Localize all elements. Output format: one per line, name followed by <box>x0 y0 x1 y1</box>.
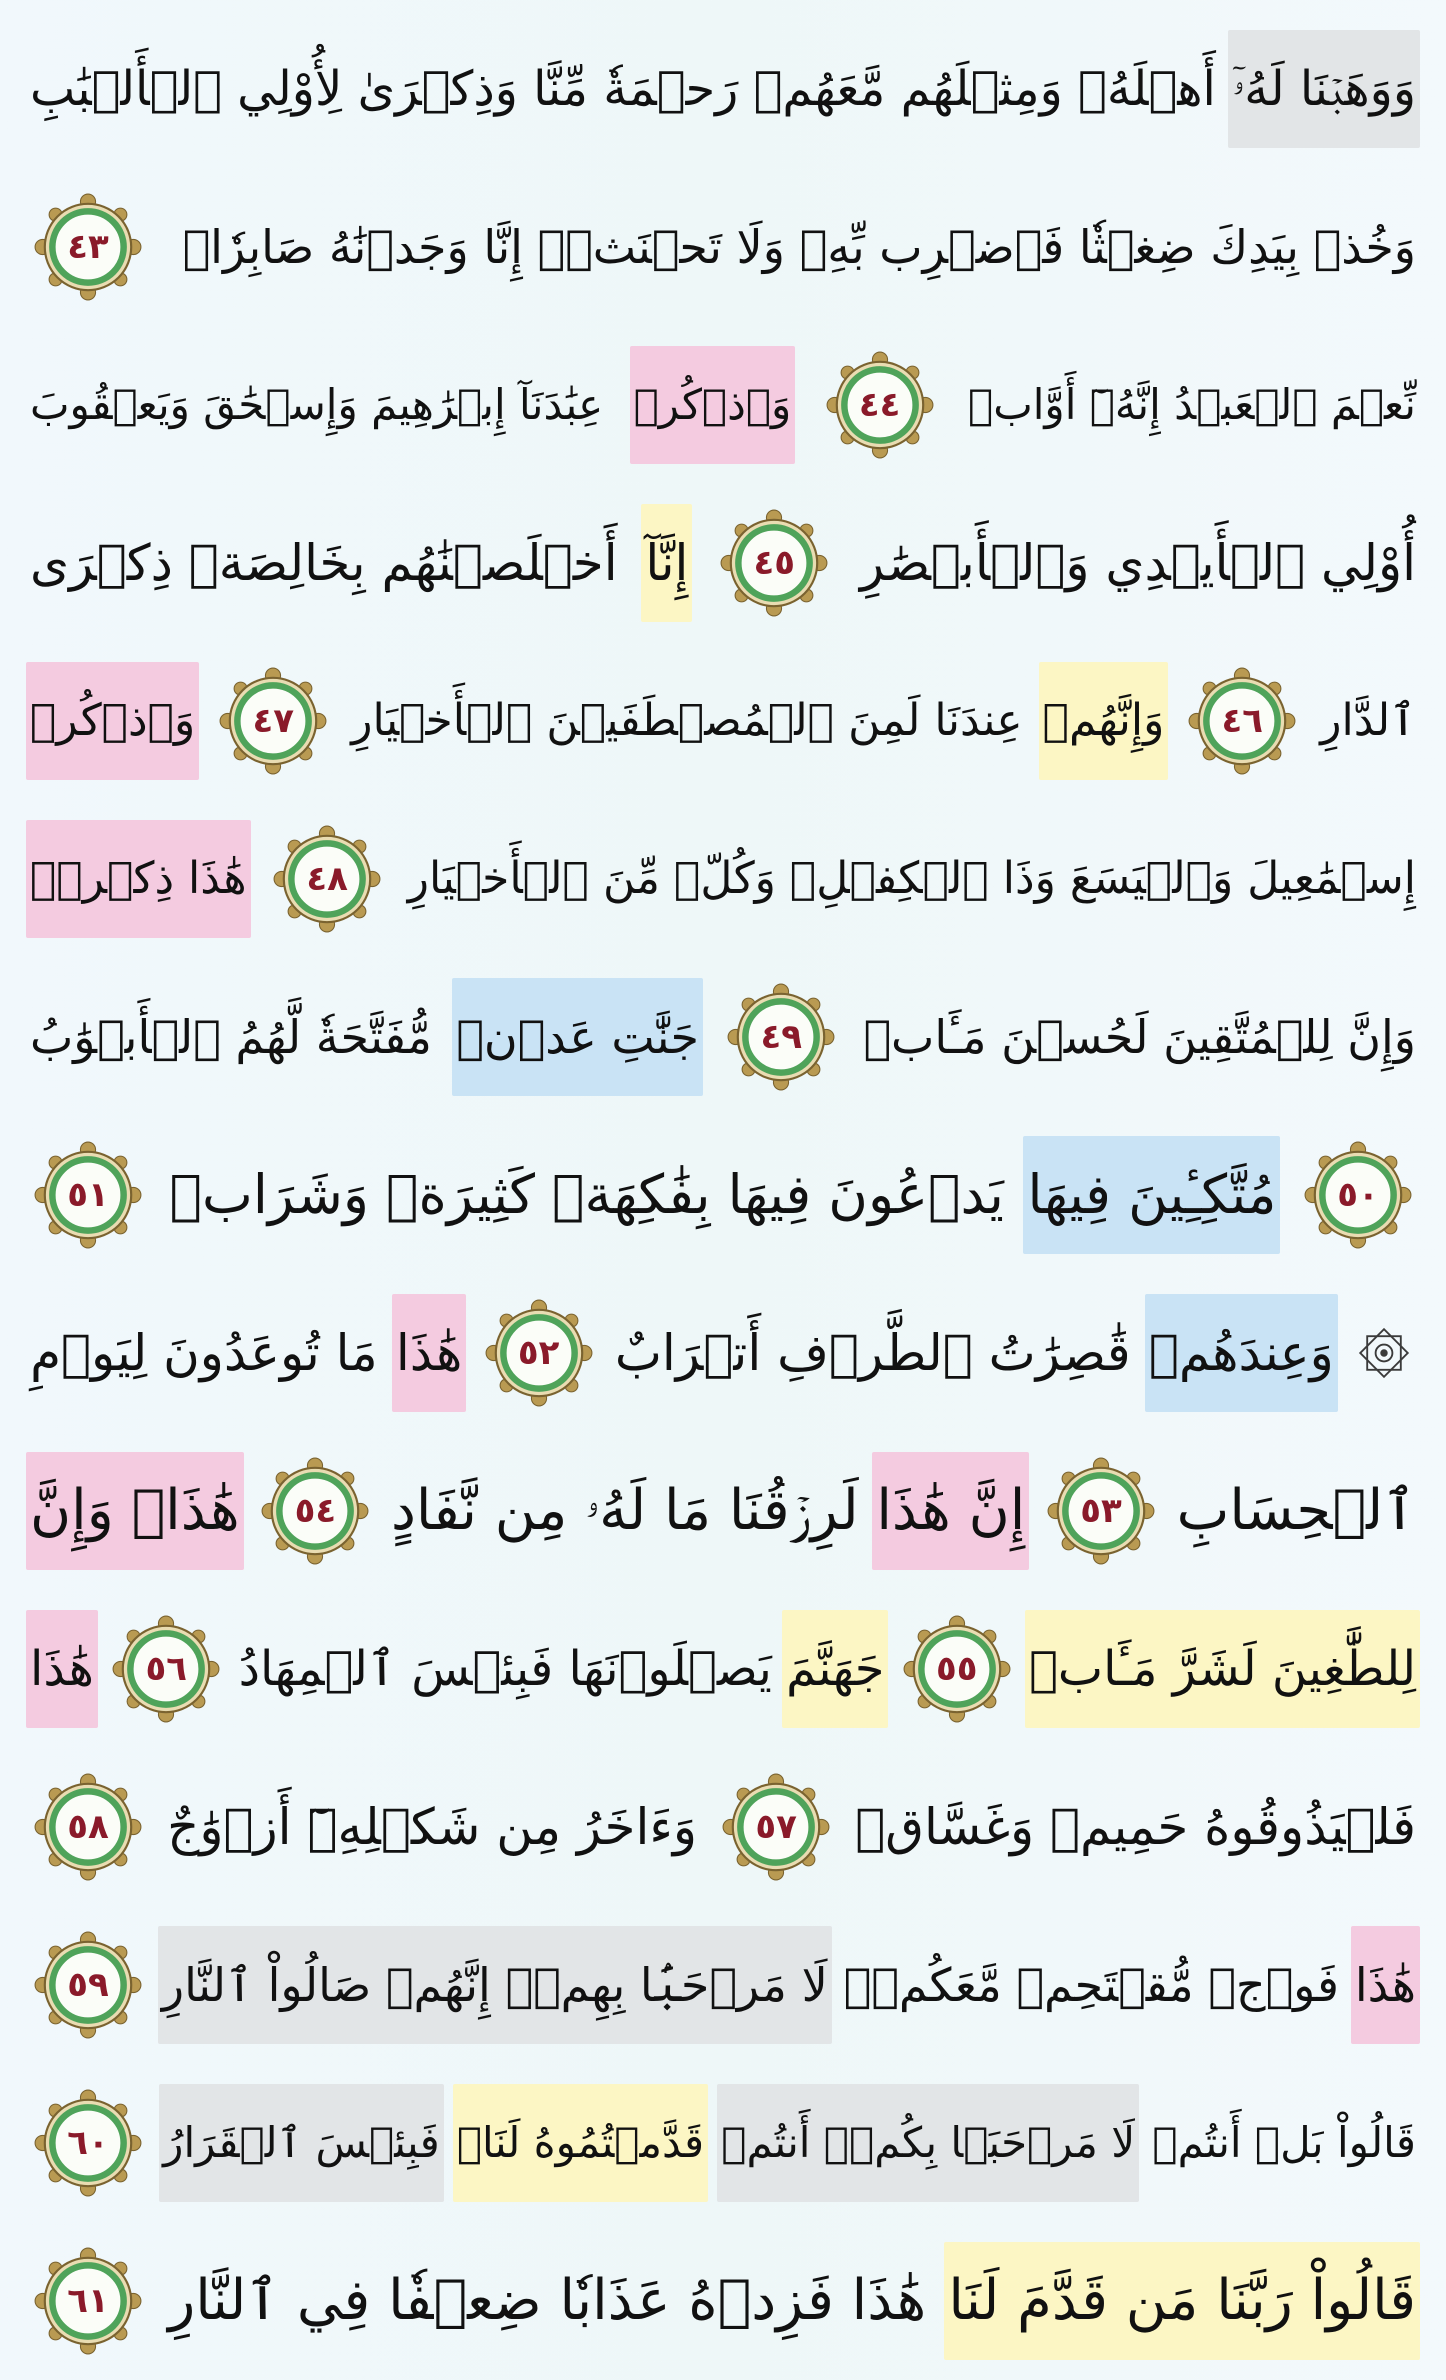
ayah-end-marker-icon <box>34 2089 142 2197</box>
verse-number: ٤٨ <box>306 859 348 899</box>
verse-number: ٥٩ <box>67 1965 109 2005</box>
text-line <box>26 484 1420 642</box>
line-content <box>26 2242 1420 2360</box>
ayah-end-marker-icon <box>34 193 142 301</box>
verse-text: أُوْلِي ٱلۡأَيۡدِي وَٱلۡأَبۡصَٰرِ <box>859 534 1416 592</box>
verse-number: ٥٢ <box>517 1333 560 1373</box>
line-content <box>26 2084 1420 2202</box>
verse-number: ٦٠ <box>67 2123 109 2163</box>
text-line <box>26 800 1420 958</box>
highlighted-phrase: وَوَهَبۡنَا لَهُۥٓ <box>1228 30 1420 148</box>
verse-text: أَهۡلَهُۥ وَمِثۡلَهُم مَّعَهُمۡ رَحۡمَةٗ مِّنَّا وَذِكۡرَىٰ لِأُوْلِي ٱلۡأَلۡبَٰبِ <box>30 61 1216 117</box>
highlighted-phrase: هَٰذَا <box>1351 1926 1420 2044</box>
line-content <box>26 30 1420 148</box>
text-line <box>26 2064 1420 2222</box>
line-content <box>26 978 1420 1096</box>
ayah-end-marker-icon <box>1304 1141 1412 1249</box>
highlighted-phrase: هَٰذَا ذِكۡرٞۚ <box>26 820 251 938</box>
highlighted-phrase: لَا مَرۡحَبَۢا بِهِمۡۚ إِنَّهُمۡ صَالُواْ ٱلنَّارِ <box>158 1926 832 2044</box>
highlighted-phrase: وَٱذۡكُرۡ <box>630 346 796 464</box>
verse-text: مُّفَتَّحَةٗ لَّهُمُ ٱلۡأَبۡوَٰبُ <box>30 1010 432 1064</box>
verse-number: ٤٩ <box>760 1017 802 1057</box>
line-content <box>26 1926 1420 2044</box>
highlighted-phrase: هَٰذَا <box>26 1610 98 1728</box>
highlighted-phrase: لِلطَّٰغِينَ لَشَرَّ مَـَٔابٖ <box>1025 1610 1420 1728</box>
verse-text: وَءَاخَرُ مِن شَكۡلِهِۦٓ أَزۡوَٰجٌ <box>167 1798 698 1856</box>
line-content <box>26 1768 1420 1886</box>
line-content <box>26 820 1420 938</box>
verse-number: ٤٦ <box>1221 701 1264 741</box>
verse-text: مَا تُوعَدُونَ لِيَوۡمِ <box>30 1324 378 1382</box>
verse-text: نِّعۡمَ ٱلۡعَبۡدُ إِنَّهُۥٓ أَوَّابٞ <box>968 380 1416 429</box>
highlighted-phrase: قَدَّمۡتُمُوهُ لَنَاۖ <box>453 2084 708 2202</box>
verse-number: ٥٨ <box>67 1807 109 1847</box>
highlighted-phrase: مُتَّكِـِٔينَ فِيهَا <box>1023 1136 1280 1254</box>
line-content <box>26 1294 1420 1412</box>
verse-number: ٥٦ <box>145 1649 187 1689</box>
verse-number: ٤٣ <box>67 227 109 267</box>
highlighted-phrase: هَٰذَا <box>392 1294 467 1412</box>
text-line <box>26 958 1420 1116</box>
text-line <box>26 1116 1420 1274</box>
verse-number: ٥٣ <box>1080 1491 1122 1531</box>
line-content <box>26 504 1420 622</box>
ayah-end-marker-icon <box>722 1773 830 1881</box>
line-content <box>26 1136 1420 1254</box>
verse-text: قَٰصِرَٰتُ ٱلطَّرۡفِ أَتۡرَابٌ <box>614 1324 1131 1382</box>
ayah-end-marker-icon <box>273 825 381 933</box>
text-line <box>26 1748 1420 1906</box>
verse-number: ٤٧ <box>252 701 295 741</box>
highlighted-phrase: هَٰذَاۚ وَإِنَّ <box>26 1452 244 1570</box>
verse-text: هَٰذَا فَزِدۡهُ عَذَابٗا ضِعۡفٗا فِي ٱلنَّارِ <box>168 2268 927 2333</box>
rub-el-hizb-icon <box>1354 1323 1414 1383</box>
ayah-end-marker-icon <box>485 1299 593 1407</box>
ayah-end-marker-icon <box>1188 667 1296 775</box>
line-content <box>26 188 1420 306</box>
verse-number: ٥٧ <box>755 1807 797 1847</box>
highlighted-phrase: وَإِنَّهُمۡ <box>1039 662 1169 780</box>
verse-number: ٤٥ <box>753 543 795 583</box>
verse-text: وَإِنَّ لِلۡمُتَّقِينَ لَحُسۡنَ مَـَٔابٖ <box>863 1010 1416 1064</box>
highlighted-phrase: وَٱذۡكُرۡ <box>26 662 199 780</box>
ayah-end-marker-icon <box>1047 1457 1155 1565</box>
highlighted-phrase: جَهَنَّمَ <box>782 1610 888 1728</box>
verse-text: عِندَنَا لَمِنَ ٱلۡمُصۡطَفَيۡنَ ٱلۡأَخۡيَارِ <box>351 695 1023 746</box>
text-line <box>26 1590 1420 1748</box>
verse-text: لَرِزۡقُنَا مَا لَهُۥ مِن نَّفَادٍ <box>390 1478 859 1543</box>
ayah-end-marker-icon <box>720 509 828 617</box>
highlighted-phrase: قَالُواْ رَبَّنَا مَن قَدَّمَ لَنَا <box>944 2242 1420 2360</box>
text-line <box>26 168 1420 326</box>
verse-number: ٤٤ <box>858 385 901 425</box>
highlighted-phrase: جَنَّٰتِ عَدۡنٖ <box>452 978 703 1096</box>
verse-text: وَخُذۡ بِيَدِكَ ضِغۡثٗا فَٱضۡرِب بِّهِۦ وَلَا تَحۡنَثۡۗ إِنَّا وَجَدۡنَٰهُ صَابِرٗاۚ <box>182 220 1416 274</box>
verse-number: ٥٤ <box>294 1491 337 1531</box>
ayah-end-marker-icon <box>34 1773 142 1881</box>
ayah-end-marker-icon <box>34 2247 142 2355</box>
text-line <box>26 642 1420 800</box>
ayah-end-marker-icon <box>34 1141 142 1249</box>
verse-number: ٥٥ <box>936 1649 978 1689</box>
verse-text: إِسۡمَٰعِيلَ وَٱلۡيَسَعَ وَذَا ٱلۡكِفۡلِۖ وَكُلّٞ مِّنَ ٱلۡأَخۡيَارِ <box>407 853 1416 904</box>
highlighted-phrase: لَا مَرۡحَبَۢا بِكُمۡۖ أَنتُمۡ <box>717 2084 1139 2202</box>
ayah-end-marker-icon <box>903 1615 1011 1723</box>
text-line <box>26 1274 1420 1432</box>
verse-text: فَلۡيَذُوقُوهُ حَمِيمٞ وَغَسَّاقٞ <box>855 1798 1416 1856</box>
verse-number: ٥٠ <box>1337 1175 1379 1215</box>
text-line <box>26 10 1420 168</box>
verse-number: ٦١ <box>67 2281 109 2321</box>
verse-number: ٥١ <box>67 1175 109 1215</box>
verse-text: يَدۡعُونَ فِيهَا بِفَٰكِهَةٖ كَثِيرَةٖ وَشَرَابٖ <box>169 1163 1004 1226</box>
text-line <box>26 2222 1420 2380</box>
line-content <box>26 346 1420 464</box>
verse-text: ٱلدَّارِ <box>1320 695 1416 746</box>
ayah-end-marker-icon <box>261 1457 369 1565</box>
highlighted-phrase: إِنَّ هَٰذَا <box>872 1452 1029 1570</box>
verse-text: فَوۡجٞ مُّقۡتَحِمٞ مَّعَكُمۡۖ <box>843 1958 1339 2012</box>
verse-text: قَالُواْ بَلۡ أَنتُمۡ <box>1152 2118 1416 2167</box>
text-line <box>26 1432 1420 1590</box>
line-content <box>26 662 1420 780</box>
ayah-end-marker-icon <box>112 1615 220 1723</box>
verse-text: عِبَٰدَنَآ إِبۡرَٰهِيمَ وَإِسۡحَٰقَ وَيَعۡقُوبَ <box>30 380 604 429</box>
text-line <box>26 1906 1420 2064</box>
highlighted-phrase: وَعِندَهُمۡ <box>1145 1294 1338 1412</box>
highlighted-phrase: فَبِئۡسَ ٱلۡقَرَارُ <box>159 2084 444 2202</box>
line-content <box>26 1452 1420 1570</box>
ayah-end-marker-icon <box>34 1931 142 2039</box>
highlighted-phrase: إِنَّآ <box>641 504 692 622</box>
verse-text: أَخۡلَصۡنَٰهُم بِخَالِصَةٖ ذِكۡرَى <box>30 534 618 592</box>
ayah-end-marker-icon <box>727 983 835 1091</box>
ayah-end-marker-icon <box>826 351 934 459</box>
verse-text: ٱلۡحِسَابِ <box>1176 1478 1416 1543</box>
verse-text: يَصۡلَوۡنَهَا فَبِئۡسَ ٱلۡمِهَادُ <box>238 1641 772 1697</box>
ayah-end-marker-icon <box>219 667 327 775</box>
text-line <box>26 326 1420 484</box>
line-content <box>26 1610 1420 1728</box>
